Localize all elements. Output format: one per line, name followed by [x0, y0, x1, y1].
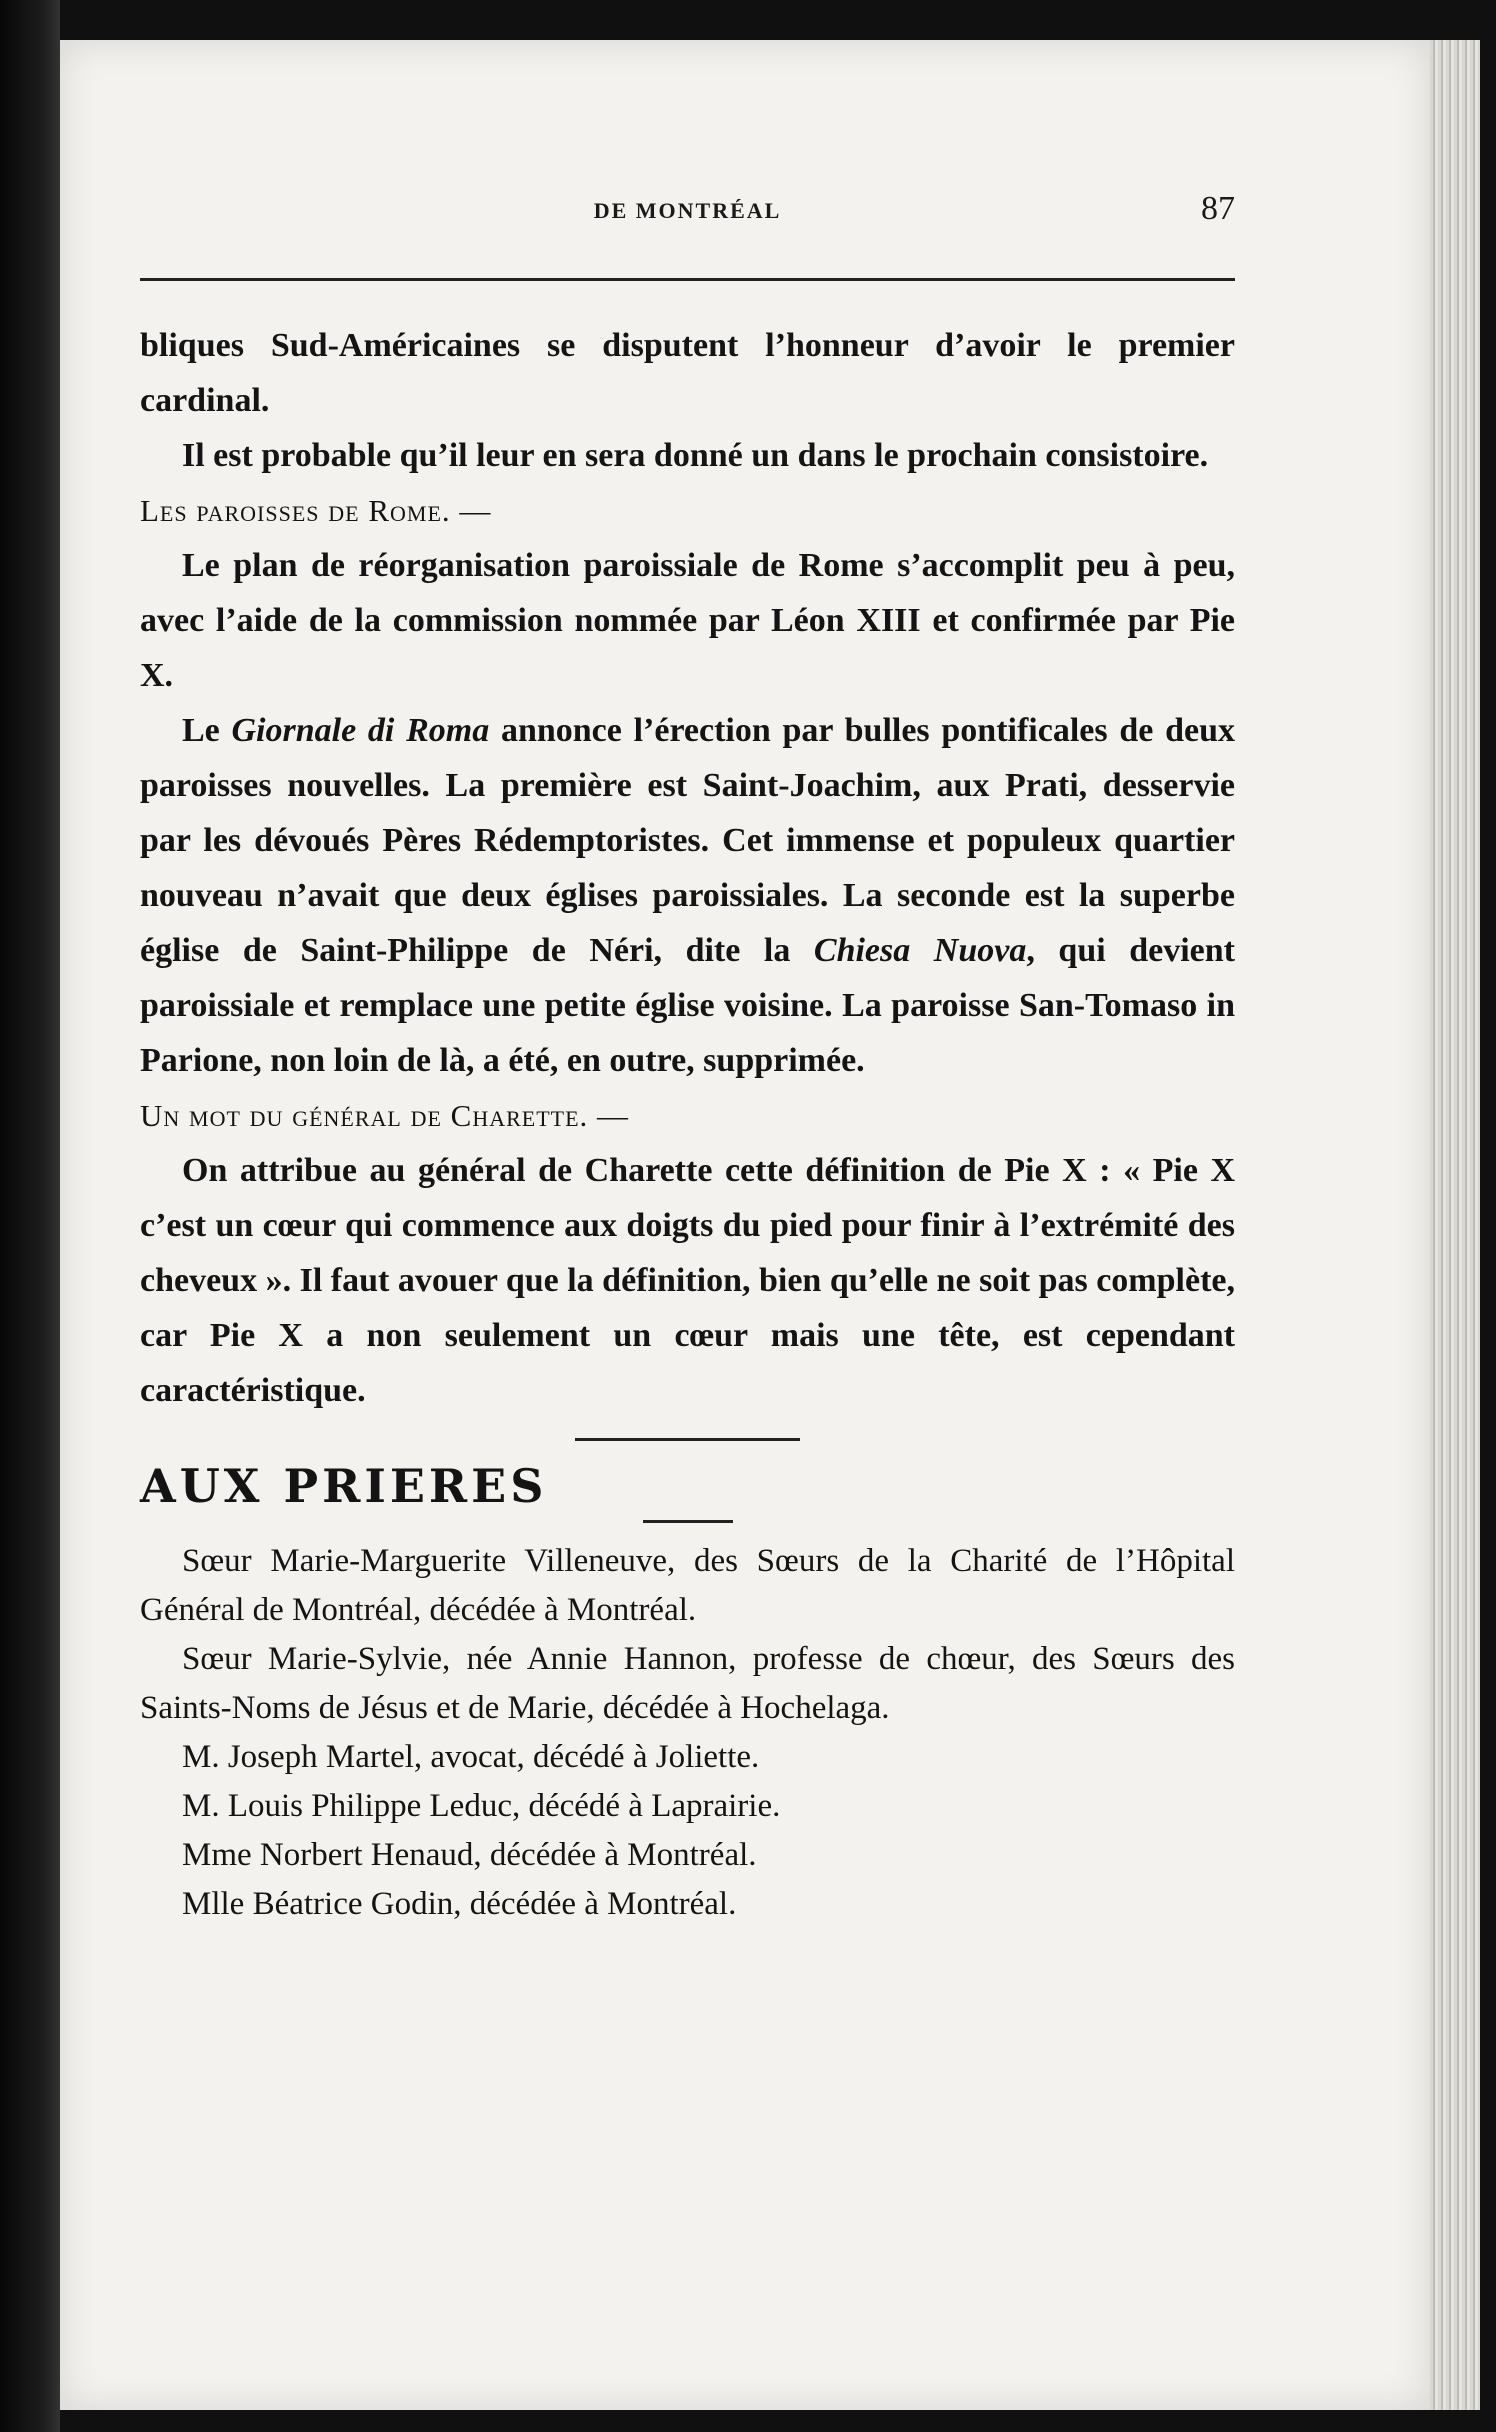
- page-body: [140, 318, 1235, 1929]
- header-rule: [140, 278, 1235, 281]
- book-binding: [0, 0, 60, 2432]
- prayer-entry: M. Joseph Martel, avocat, décédé à Joliette.: [182, 1739, 760, 1775]
- prayer-entry: Sœur Marie-Sylvie, née Annie Hannon, professe de chœur, des Sœurs des Saints-Noms de Jésus et de Marie, décédée à Hochelaga.: [140, 1641, 1235, 1726]
- newspaper-title: Giornale di Roma: [231, 712, 490, 749]
- prayers-list: [140, 1537, 1235, 1929]
- paragraph-2: Il est probable qu’il leur en sera donné un dans le prochain consistoire.: [182, 437, 1209, 474]
- p4-mid: annonce l’érection par bulles pontificales de deux paroisses nouvelles. La première est Saint-Joachim, aux Prati, desservie par les dévoués Pères Rédemptoristes. Cet immense et populeux quartier nouveau n’avait que deux églises paroissiales. La seconde est la superbe église de Saint-Philippe de Néri, dite la: [140, 712, 1235, 969]
- page-header: [140, 190, 1235, 238]
- paragraph-3: Le plan de réorganisation paroissiale de Rome s’accomplit peu à peu, avec l’aide de la commission nommée par Léon XIII et confirmée par Pie X.: [140, 547, 1235, 694]
- p4-pre: Le: [182, 712, 232, 749]
- running-head: DE MONTRÉAL: [593, 198, 782, 223]
- prayer-entry: Mme Norbert Henaud, décédée à Montréal.: [182, 1837, 757, 1873]
- prayers-title: AUX PRIERES: [140, 1459, 548, 1513]
- section-heading-charette: Un mot du général de Charette. —: [140, 1098, 630, 1133]
- prayer-entry: Mlle Béatrice Godin, décédée à Montréal.: [182, 1886, 737, 1922]
- page-number: 87: [1201, 190, 1235, 227]
- paragraph-1: bliques Sud-Américaines se disputent l’honneur d’avoir le premier cardinal.: [140, 327, 1235, 419]
- title-divider: [643, 1520, 733, 1523]
- page-edges: [1430, 40, 1480, 2410]
- section-divider: [575, 1438, 800, 1441]
- prayer-entry: Sœur Marie-Marguerite Villeneuve, des Sœurs de la Charité de l’Hôpital Général de Montréal, décédée à Montréal.: [140, 1543, 1235, 1628]
- paragraph-5: On attribue au général de Charette cette définition de Pie X : « Pie X c’est un cœur qui commence aux doigts du pied pour finir à l’extrémité des cheveux ». Il faut avouer que la définition, bien qu’elle ne soit pas complète, car Pie X a non seulement un cœur mais une tête, est cependant caractéristique.: [140, 1152, 1235, 1409]
- prayer-entry: M. Louis Philippe Leduc, décédé à Laprairie.: [182, 1788, 781, 1824]
- paragraph-4: [140, 703, 1235, 1088]
- p4-post: , qui devient paroissiale et remplace une petite église voisine. La paroisse San-Tomaso in Parione, non loin de là, a été, en outre, supprimée.: [140, 932, 1235, 1079]
- section-heading-paroisses: Les paroisses de Rome. —: [140, 493, 492, 528]
- church-name: Chiesa Nuova: [813, 932, 1027, 969]
